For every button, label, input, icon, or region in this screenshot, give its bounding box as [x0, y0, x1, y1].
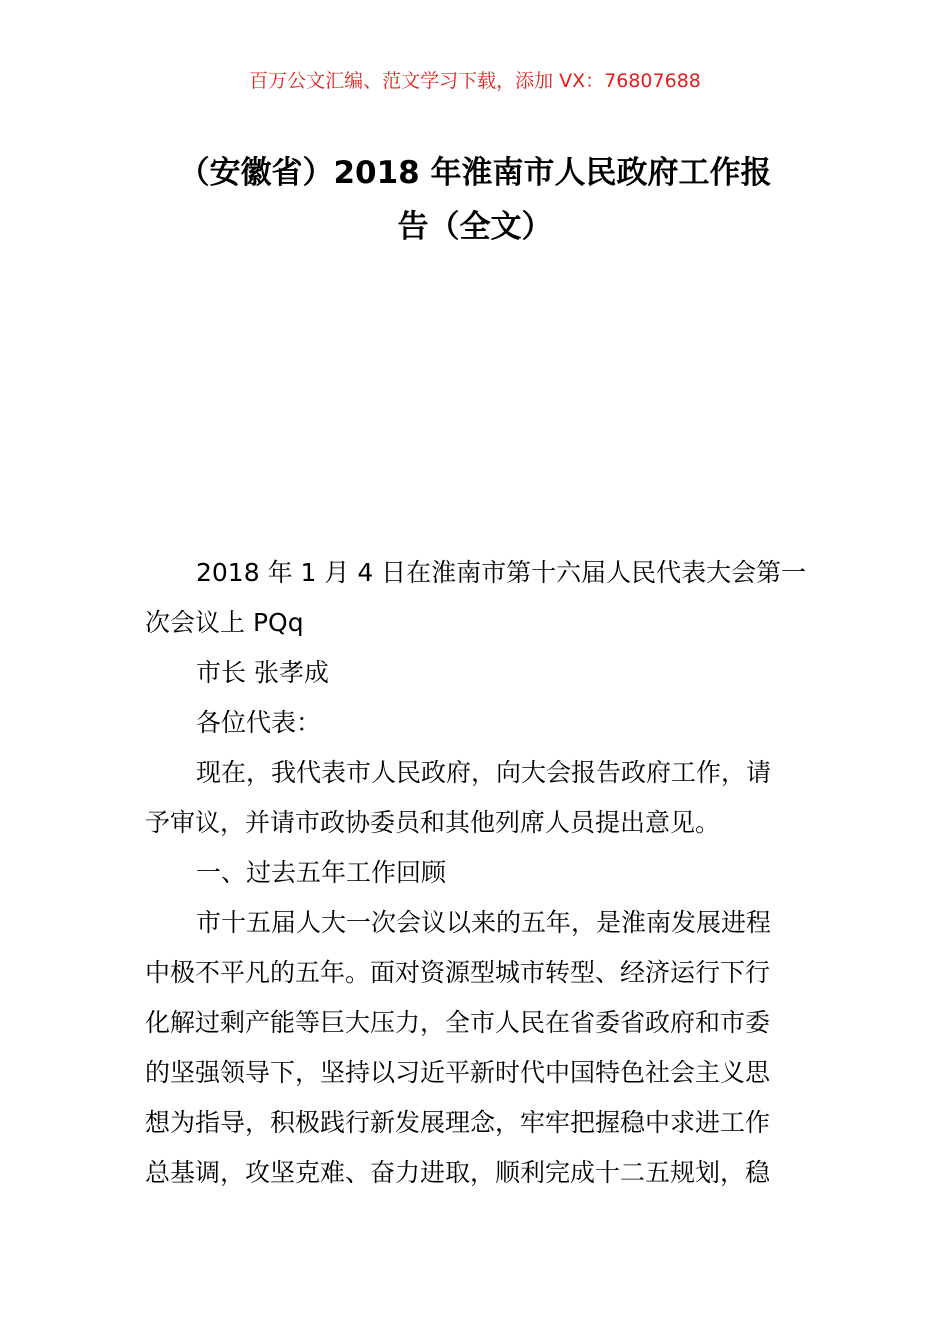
section-heading: 一、过去五年工作回顾: [196, 858, 447, 887]
paragraph-line: 总基调，攻坚克难、奋力进取，顺利完成十二五规划，稳: [145, 1158, 771, 1187]
title-line-1: （安徽省）2018 年淮南市人民政府工作报: [178, 155, 772, 191]
meeting-date-line-cont: 次会议上 PQq: [145, 608, 304, 637]
paragraph-line: 的坚强领导下，坚持以习近平新时代中国特色社会主义思: [145, 1058, 771, 1087]
salutation: 各位代表：: [196, 708, 322, 737]
paragraph-line: 想为指导，积极践行新发展理念，牢牢把握稳中求进工作: [145, 1108, 771, 1137]
meeting-date-line: 2018 年 1 月 4 日在淮南市第十六届人民代表大会第一: [196, 558, 807, 587]
paragraph-line: 中极不平凡的五年。面对资源型城市转型、经济运行下行: [145, 958, 771, 987]
document-body: [145, 548, 810, 1198]
header-note: 百万公文汇编、范文学习下载，添加 VX：76807688: [249, 70, 701, 92]
paragraph-line: 化解过剩产能等巨大压力，全市人民在省委省政府和市委: [145, 1008, 771, 1037]
paragraph-line: 现在，我代表市人民政府，向大会报告政府工作，请: [196, 758, 772, 787]
document-title: [120, 146, 830, 254]
speaker-line: 市长 张孝成: [196, 658, 329, 687]
paragraph-line: 市十五届人大一次会议以来的五年，是淮南发展进程: [196, 908, 772, 937]
title-line-2: 告（全文）: [397, 209, 553, 245]
paragraph-line: 予审议，并请市政协委员和其他列席人员提出意见。: [145, 808, 721, 837]
